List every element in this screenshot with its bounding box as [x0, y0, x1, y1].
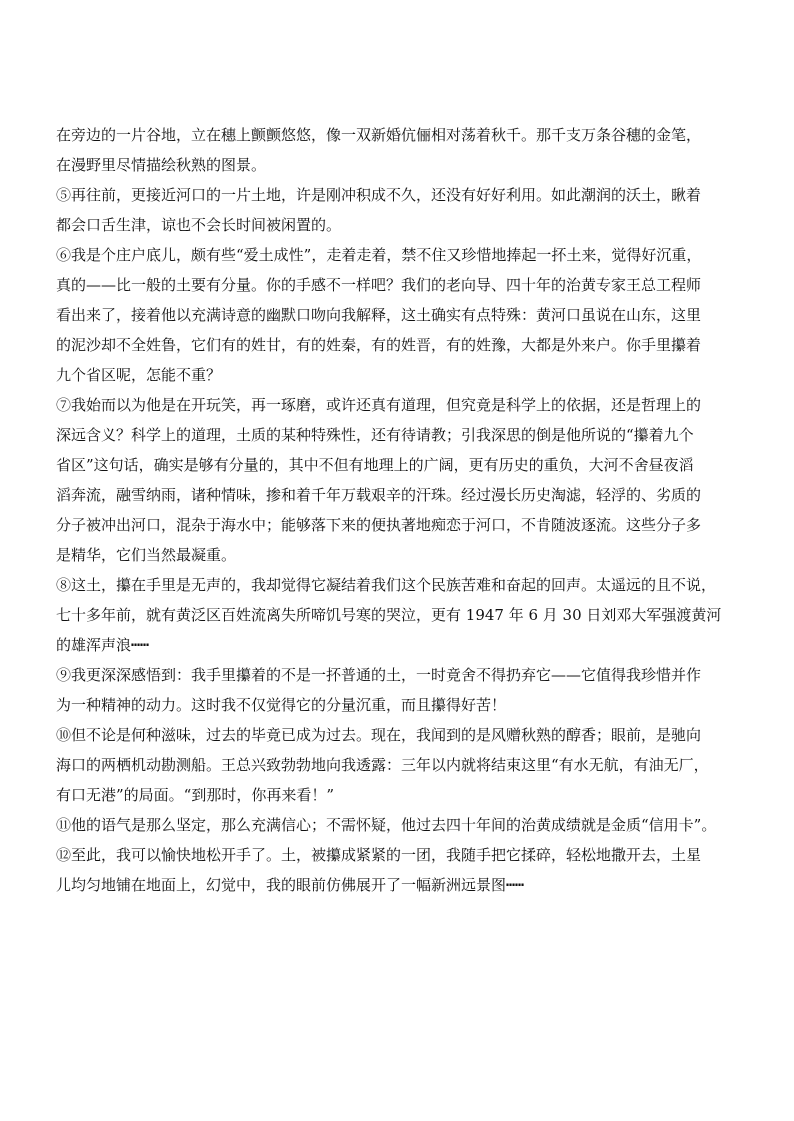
paragraph-continued [56, 120, 744, 180]
text-line: 深远含义？科学上的道理，土质的某种特殊性，还有待请教；引我深思的倒是他所说的“攥着九个 [56, 426, 694, 444]
text-line: 儿均匀地铺在地面上，幻觉中，我的眼前仿佛展开了一幅新洲远景图┅┅ [56, 876, 525, 894]
text-line: 的泥沙却不全姓鲁，它们有的姓甘，有的姓秦，有的姓晋，有的姓豫，大都是外来户。你手里攥着 [56, 336, 702, 354]
text-line: ⑧这土，攥在手里是无声的，我却觉得它凝结着我们这个民族苦难和奋起的回声。太遥远的且不说， [56, 576, 717, 594]
text-line: 分子被冲出河口，混杂于海水中；能够落下来的便执著地痴恋于河口，不肯随波逐流。这些分子多 [56, 516, 702, 534]
text-line: 滔奔流，融雪纳雨，诸种情味，掺和着千年万载艰辛的汗珠。经过漫长历史淘滤，轻浮的、劣质的 [56, 486, 702, 504]
text-line: 省区”这句话，确实是够有分量的，其中不但有地理上的广阔，更有历史的重负，大河不舍昼夜滔 [56, 456, 694, 474]
text-line: 九个省区呢，怎能不重？ [56, 366, 222, 384]
text-line: 都会口舌生津，谅也不会长时间被闲置的。 [56, 216, 342, 234]
paragraph-5 [56, 180, 744, 240]
text-line: 是精华，它们当然最凝重。 [56, 546, 237, 564]
paragraph-10 [56, 720, 744, 810]
text-line: 有口无港”的局面。“到那时，你再来看！” [56, 786, 335, 804]
paragraph-7 [56, 390, 744, 570]
text-line: 的雄浑声浪┅┅ [56, 636, 150, 654]
text-line: 在旁边的一片谷地，立在穗上颤颤悠悠，像一双新婚伉俪相对荡着秋千。那千支万条谷穗的金笔， [56, 126, 702, 144]
text-line: 真的——比一般的土要有分量。你的手感不一样吧？我们的老向导、四十年的治黄专家王总工程师 [56, 276, 702, 294]
text-line: ⑥我是个庄户底儿，颇有些“爱土成性”，走着走着，禁不住又珍惜地捧起一抔土来，觉得好沉重， [56, 246, 702, 264]
text-line: 在漫野里尽情描绘秋熟的图景。 [56, 156, 267, 174]
text-line: ⑩但不论是何种滋味，过去的毕竟已成为过去。现在，我闻到的是风赠秋熟的醇香；眼前，是驰向 [56, 726, 702, 744]
document-page [56, 120, 744, 900]
text-line: 七十多年前，就有黄泛区百姓流离失所啼饥号寒的哭泣，更有 1947 年 6 月 30 日刘邓大军强渡黄河 [56, 606, 722, 624]
paragraph-8 [56, 570, 744, 660]
text-line: ⑫至此，我可以愉快地松开手了。土，被攥成紧紧的一团，我随手把它揉碎，轻松地撒开去，土星 [56, 846, 702, 864]
paragraph-11 [56, 810, 744, 840]
text-line: ⑦我始而以为他是在开玩笑，再一琢磨，或许还真有道理，但究竟是科学上的依据，还是哲理上的 [56, 396, 702, 414]
paragraph-6 [56, 240, 744, 390]
paragraph-9 [56, 660, 744, 720]
text-line: ⑪他的语气是那么坚定，那么充满信心；不需怀疑，他过去四十年间的治黄成绩就是金质“信用卡”。 [56, 816, 717, 834]
text-line: ⑨我更深深感悟到：我手里攥着的不是一抔普通的土，一时竟舍不得扔弃它——它值得我珍惜并作 [56, 666, 702, 684]
text-line: 看出来了，接着他以充满诗意的幽默口吻向我解释，这土确实有点特殊：黄河口虽说在山东，这里 [56, 306, 702, 324]
text-line: ⑤再往前，更接近河口的一片土地，许是刚冲积成不久，还没有好好利用。如此潮润的沃土，瞅着 [56, 186, 702, 204]
text-line: 为一种精神的动力。这时我不仅觉得它的分量沉重，而且攥得好苦！ [56, 696, 507, 714]
paragraph-12 [56, 840, 744, 900]
text-line: 海口的两栖机动勘测船。王总兴致勃勃地向我透露：三年以内就将结束这里“有水无航，有油无厂， [56, 756, 709, 774]
